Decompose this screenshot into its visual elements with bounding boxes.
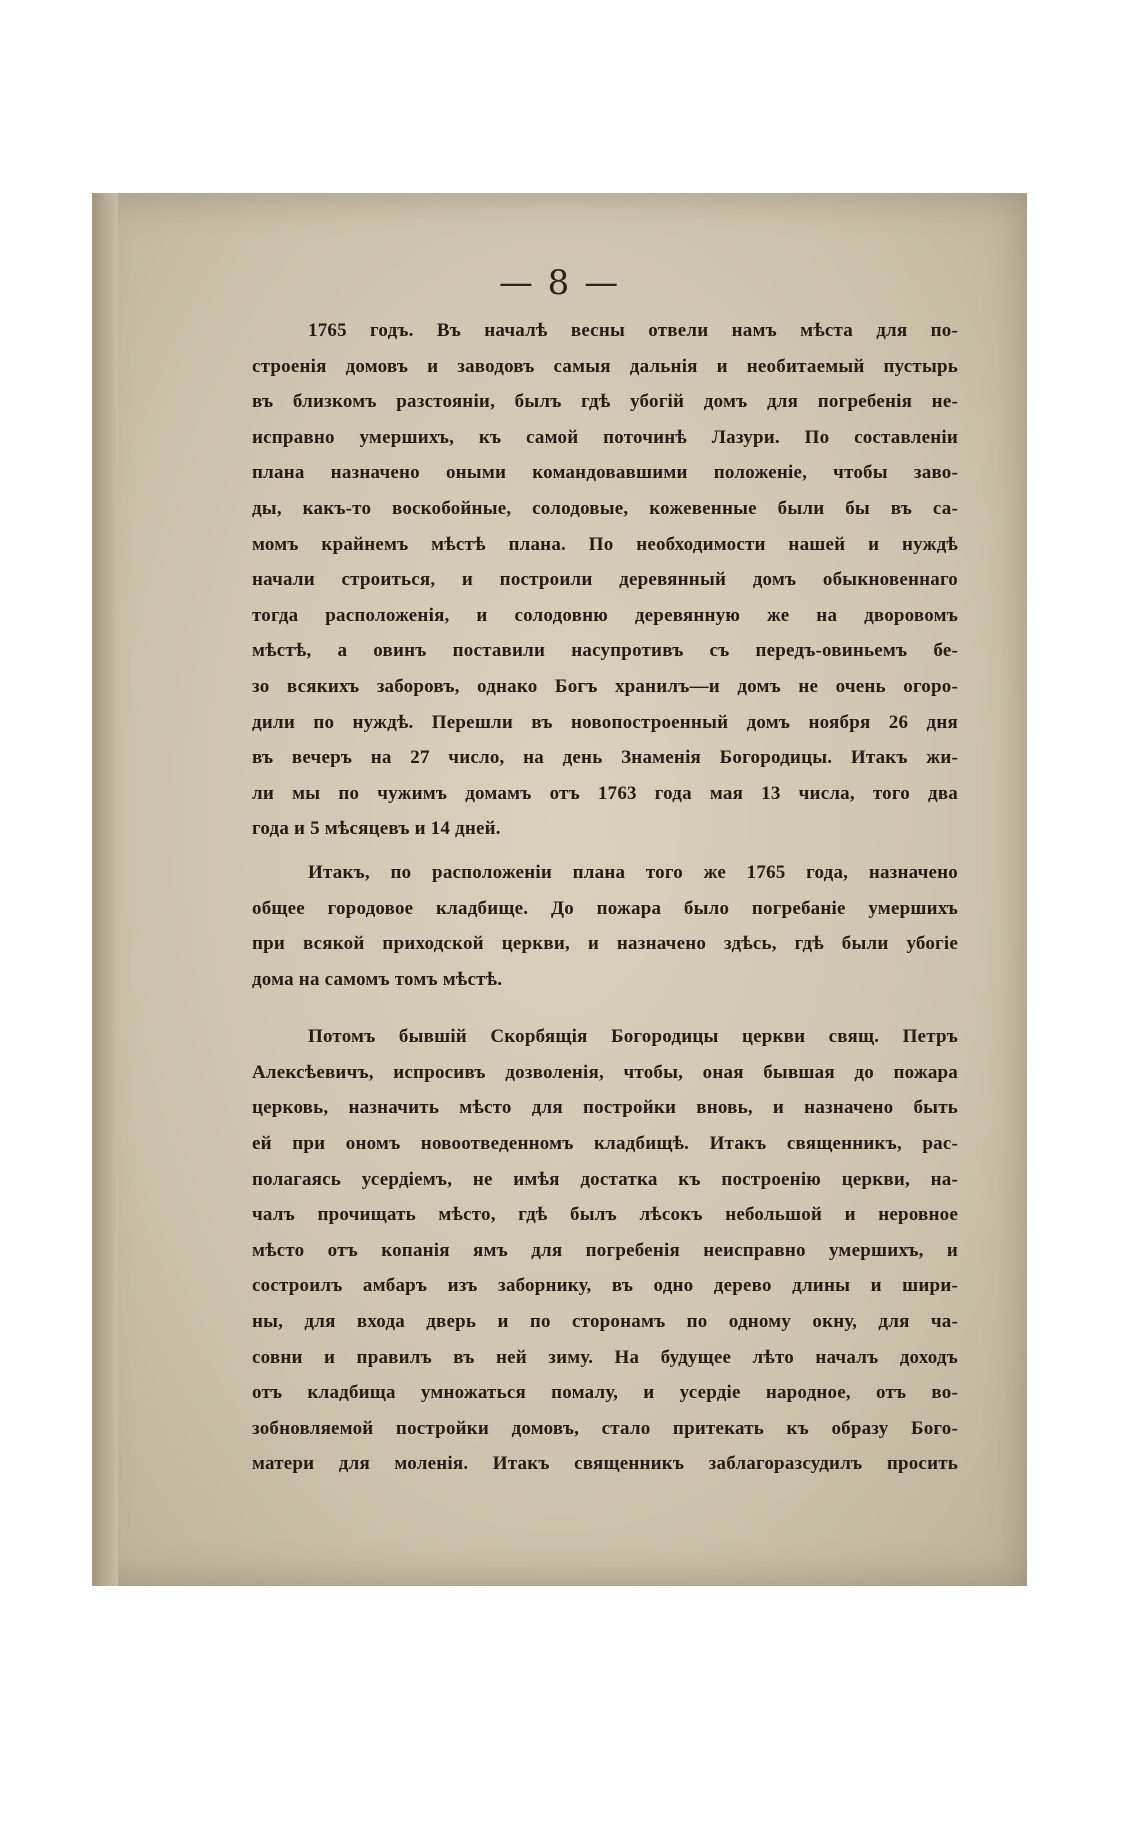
text-line: ды, какъ-то воскобойные, солодовые, кожевенные были бы въ са- [252, 497, 958, 519]
paragraph-2 [252, 855, 958, 997]
paragraph-1 [252, 313, 958, 847]
text-line: Итакъ, по расположеніи плана того же 1765 года, назначено [308, 861, 958, 883]
body-text [252, 313, 958, 1482]
text-line: Алексѣевичъ, испросивъ дозволенія, чтобы, оная бывшая до пожара [252, 1061, 958, 1083]
text-line: года и 5 мѣсяцевъ и 14 дней. [252, 818, 501, 840]
text-line: общее городовое кладбище. До пожара было погребаніе умершихъ [252, 897, 958, 919]
text-line: состроилъ амбаръ изъ заборнику, въ одно дерево длины и шири- [252, 1275, 958, 1297]
text-line: чалъ прочищать мѣсто, гдѣ былъ лѣсокъ небольшой и неровное [252, 1204, 958, 1226]
text-line: отъ кладбища умножаться помалу, и усердіе народное, отъ во- [252, 1382, 958, 1404]
text-line: плана назначено оными командовавшими положеніе, чтобы заво- [252, 462, 958, 484]
text-line: строенія домовъ и заводовъ самыя дальнія и необитаемый пустырь [252, 355, 958, 377]
text-line: зо всякихъ заборовъ, однако Богъ хранилъ—и домъ не очень огоро- [252, 675, 958, 697]
text-line: Потомъ бывшій Скорбящія Богородицы церкви свящ. Петръ [308, 1026, 958, 1048]
text-line: мѣстѣ, а овинъ поставили насупротивъ съ передъ-овиньемъ бе- [252, 640, 958, 662]
text-line: момъ крайнемъ мѣстѣ плана. По необходимости нашей и нуждѣ [252, 533, 958, 555]
text-line: 1765 годъ. Въ началѣ весны отвели намъ мѣста для по- [308, 320, 958, 341]
page-number: — 8 — [498, 263, 621, 303]
text-line: матери для моленія. Итакъ священникъ заблагоразсудилъ просить [252, 1453, 958, 1475]
scanned-page [92, 193, 1027, 1586]
text-line: начали строиться, и построили деревянный домъ обыкновеннаго [252, 569, 958, 591]
text-line: дома на самомъ томъ мѣстѣ. [252, 968, 503, 990]
paragraph-3 [252, 1019, 958, 1482]
text-line: ли мы по чужимъ домамъ отъ 1763 года мая 13 числа, того два [252, 782, 958, 804]
text-line: церковь, назначить мѣсто для постройки вновь, и назначено быть [252, 1097, 958, 1119]
text-line: зобновляемой постройки домовъ, стало притекать къ образу Бого- [252, 1417, 958, 1439]
text-line: совни и правилъ въ ней зиму. На будущее лѣто началъ доходъ [252, 1346, 958, 1368]
page-binding-edge [92, 193, 118, 1586]
text-line: дили по нуждѣ. Перешли въ новопостроенный домъ ноября 26 дня [252, 711, 958, 733]
text-line: въ близкомъ разстояніи, былъ гдѣ убогій домъ для погребенія не- [252, 391, 958, 413]
text-line: при всякой приходской церкви, и назначено здѣсь, гдѣ были убогіе [252, 933, 958, 955]
text-line: ны, для входа дверь и по сторонамъ по одному окну, для ча- [252, 1311, 958, 1333]
text-line: исправно умершихъ, къ самой поточинѣ Лазури. По составленіи [252, 426, 958, 448]
text-line: ей при ономъ новоотведенномъ кладбищѣ. Итакъ священникъ, рас- [252, 1133, 958, 1155]
text-line: полагаясь усердіемъ, не имѣя достатка къ построенію церкви, на- [252, 1168, 958, 1190]
text-line: тогда расположенія, и солодовню деревянную же на дворовомъ [252, 604, 958, 626]
text-line: мѣсто отъ копанія ямъ для погребенія неисправно умершихъ, и [252, 1239, 958, 1261]
text-line: въ вечеръ на 27 число, на день Знаменія Богородицы. Итакъ жи- [252, 747, 958, 769]
